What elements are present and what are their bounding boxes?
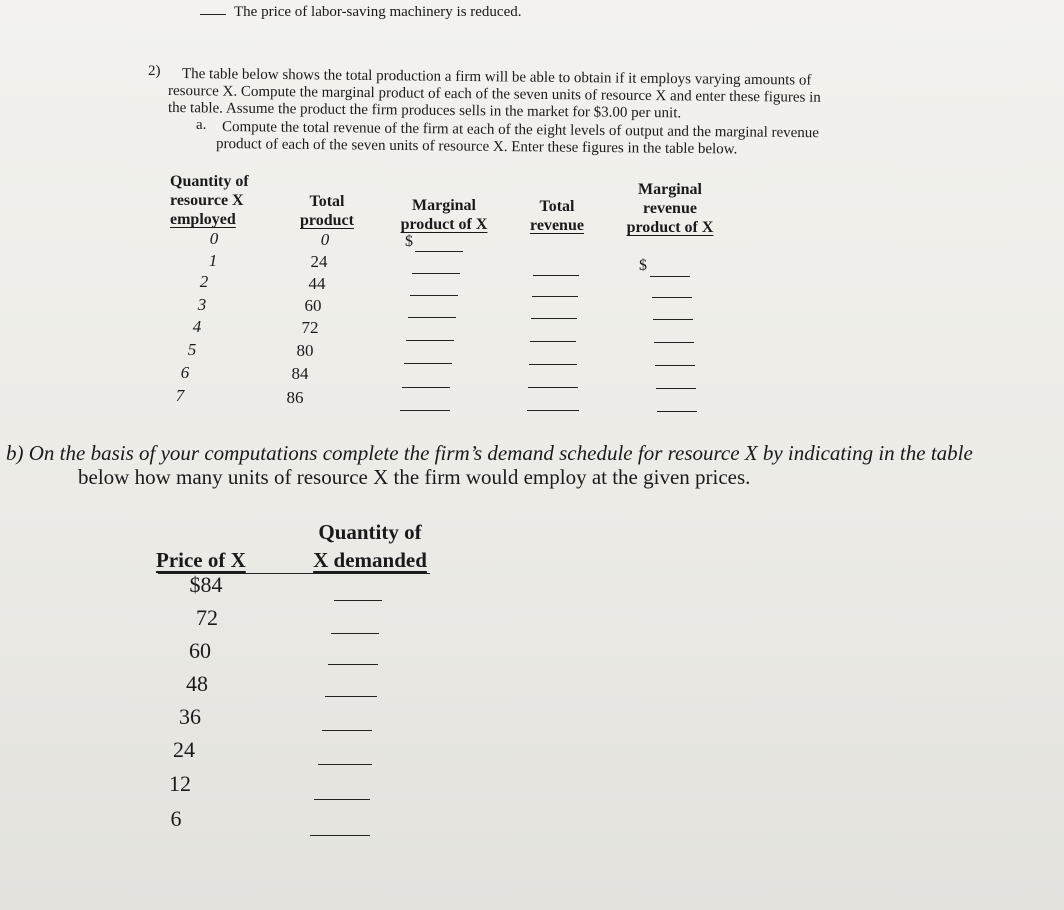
price-cell: 48 bbox=[186, 671, 208, 696]
qty-cell: 4 bbox=[192, 317, 202, 336]
mrp-blank[interactable] bbox=[650, 276, 690, 277]
marginal-product-blank[interactable] bbox=[404, 363, 452, 364]
marginal-product-blank[interactable] bbox=[412, 273, 460, 274]
total-revenue-blank[interactable] bbox=[533, 275, 579, 276]
qty-cell: 3 bbox=[197, 295, 207, 314]
total-revenue-blank[interactable] bbox=[528, 387, 578, 388]
dollar-sign: $ bbox=[639, 257, 647, 274]
total-product-cell: 24 bbox=[310, 252, 328, 271]
sub-question-text-line: product of each of the seven units of resource X. Enter these figures in the table below. bbox=[215, 136, 738, 158]
mrp-blank[interactable] bbox=[654, 342, 694, 343]
question-text-line: the table. Assume the product the firm produces sells in the market for $3.00 per unit. bbox=[167, 100, 682, 122]
quantity-demanded-blank[interactable] bbox=[322, 730, 372, 731]
total-product-cell: 0 bbox=[320, 230, 330, 249]
quantity-demanded-blank[interactable] bbox=[334, 600, 382, 601]
header-marginal-product: Marginal product of X bbox=[400, 197, 488, 233]
total-revenue-blank[interactable] bbox=[531, 318, 577, 319]
marginal-product-blank[interactable] bbox=[410, 295, 458, 296]
price-cell: 12 bbox=[169, 771, 191, 796]
marginal-product-blank[interactable] bbox=[415, 251, 463, 252]
quantity-demanded-blank[interactable] bbox=[331, 633, 379, 634]
header-marginal-revenue-product: Marginal revenue product of X bbox=[626, 181, 714, 236]
sub-question-text-line: Compute the total revenue of the firm at each of the eight levels of output and the marginal revenue bbox=[221, 119, 820, 142]
mrp-blank[interactable] bbox=[656, 388, 696, 389]
header-quantity-of-resource: Quantity of resource X employed bbox=[170, 173, 249, 228]
marginal-product-blank[interactable] bbox=[402, 387, 450, 388]
header-price-of-x: Price of X bbox=[156, 548, 246, 572]
quantity-demanded-blank[interactable] bbox=[325, 696, 377, 697]
price-cell: 72 bbox=[196, 605, 218, 630]
marginal-product-blank[interactable] bbox=[400, 410, 450, 411]
qty-cell: 5 bbox=[187, 340, 197, 359]
quantity-demanded-blank[interactable] bbox=[318, 764, 372, 765]
total-product-cell: 60 bbox=[304, 296, 322, 315]
quantity-demanded-blank[interactable] bbox=[328, 664, 378, 665]
mrp-blank[interactable] bbox=[655, 365, 695, 366]
price-cell: 36 bbox=[179, 704, 201, 729]
part-b-text-line: b) On the basis of your computations complete the firm’s demand schedule for resource X by indicating in the table bbox=[6, 441, 973, 465]
question-number: 2) bbox=[148, 63, 161, 79]
qty-cell: 0 bbox=[209, 229, 219, 248]
header-total-revenue: Total revenue bbox=[530, 198, 584, 234]
price-cell: $84 bbox=[189, 572, 223, 597]
total-product-cell: 80 bbox=[296, 341, 314, 360]
price-cell: 6 bbox=[170, 806, 182, 831]
sub-question-label: a. bbox=[196, 117, 207, 133]
total-revenue-blank[interactable] bbox=[529, 364, 577, 365]
marginal-product-blank[interactable] bbox=[406, 340, 454, 341]
price-cell: 60 bbox=[189, 638, 211, 663]
mrp-blank[interactable] bbox=[652, 297, 692, 298]
qty-cell: 1 bbox=[208, 251, 218, 270]
price-cell: 24 bbox=[173, 737, 195, 762]
total-revenue-blank[interactable] bbox=[532, 296, 578, 297]
question-text-line: resource X. Compute the marginal product of each of the seven units of resource X and enter these figures in bbox=[167, 83, 821, 106]
total-product-cell: 72 bbox=[301, 318, 319, 337]
mrp-blank[interactable] bbox=[653, 319, 693, 320]
total-revenue-blank[interactable] bbox=[530, 341, 576, 342]
answer-blank[interactable] bbox=[200, 14, 226, 15]
dollar-sign: $ bbox=[405, 233, 413, 250]
marginal-product-blank[interactable] bbox=[408, 317, 456, 318]
total-revenue-blank[interactable] bbox=[527, 410, 579, 411]
qty-cell: 6 bbox=[180, 363, 190, 382]
quantity-demanded-blank[interactable] bbox=[310, 835, 370, 836]
qty-cell: 7 bbox=[175, 386, 185, 405]
total-product-cell: 86 bbox=[286, 388, 304, 407]
total-product-cell: 44 bbox=[308, 274, 326, 293]
header-quantity-demanded: Quantity of X demanded bbox=[313, 520, 427, 572]
qty-cell: 2 bbox=[199, 272, 209, 291]
header-total-product: Total product bbox=[300, 193, 354, 229]
question-text-line: The table below shows the total production a firm will be able to obtain if it employs varying amounts of bbox=[181, 66, 812, 89]
total-product-cell: 84 bbox=[291, 364, 309, 383]
mrp-blank[interactable] bbox=[657, 411, 697, 412]
top-statement: The price of labor-saving machinery is reduced. bbox=[234, 4, 522, 20]
quantity-demanded-blank[interactable] bbox=[314, 799, 370, 800]
part-b-text-line: below how many units of resource X the firm would employ at the given prices. bbox=[78, 465, 751, 489]
